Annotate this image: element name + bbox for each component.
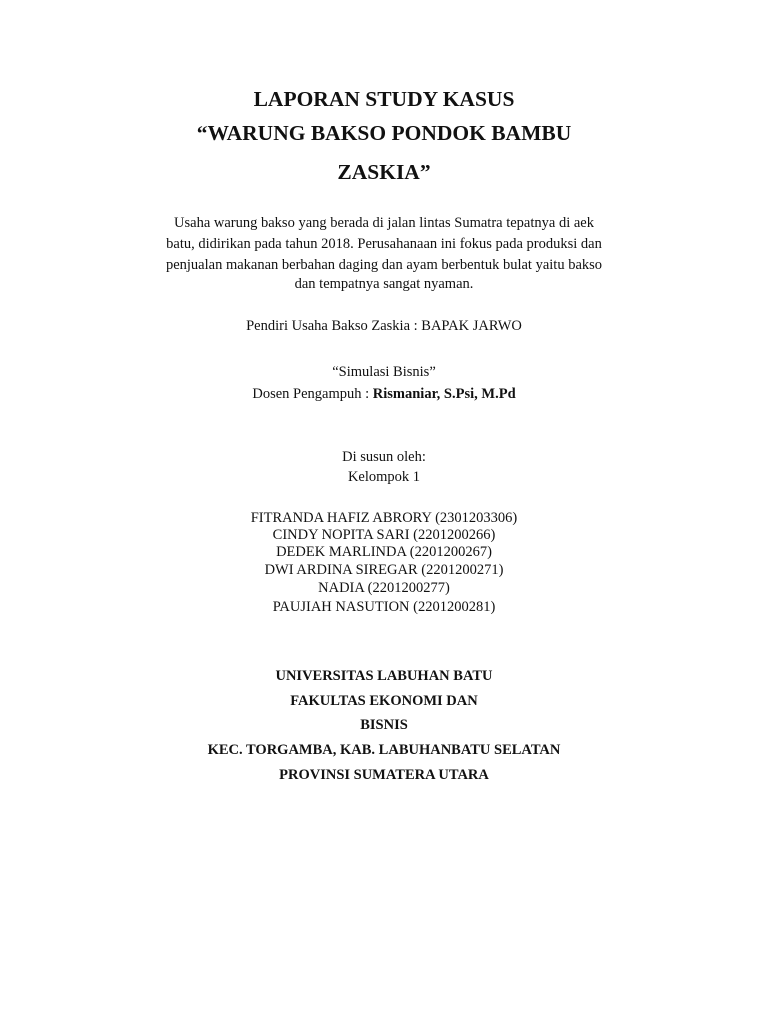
institution-line: FAKULTAS EKONOMI DAN: [290, 693, 478, 709]
institution-line: BISNIS: [360, 717, 408, 733]
title-line-2: “WARUNG BAKSO PONDOK BAMBU: [196, 121, 572, 145]
description-line: Usaha warung bakso yang berada di jalan lintas Sumatra tepatnya di aek: [174, 215, 594, 231]
group-name: Kelompok 1: [347, 469, 421, 485]
title-line-1: LAPORAN STUDY KASUS: [253, 87, 515, 111]
member-item: DEDEK MARLINDA (2201200267): [276, 544, 492, 560]
description-line: batu, didirikan pada tahun 2018. Perusahanaan ini fokus pada produksi dan: [166, 236, 602, 252]
member-item: CINDY NOPITA SARI (2201200266): [272, 527, 496, 543]
lecturer-name: Rismaniar, S.Psi, M.Pd: [372, 386, 516, 402]
founder-line: Pendiri Usaha Bakso Zaskia : BAPAK JARWO: [246, 318, 522, 334]
description-line: dan tempatnya sangat nyaman.: [294, 276, 474, 292]
institution-line: PROVINSI SUMATERA UTARA: [279, 767, 489, 783]
institution-line: UNIVERSITAS LABUHAN BATU: [275, 668, 493, 684]
course-name: “Simulasi Bisnis”: [332, 364, 436, 380]
description-line: penjualan makanan berbahan daging dan ayam berbentuk bulat yaitu bakso: [165, 257, 603, 273]
authored-by: Di susun oleh:: [342, 449, 426, 465]
member-item: PAUJIAH NASUTION (2201200281): [272, 599, 496, 615]
member-item: NADIA (2201200277): [318, 580, 450, 596]
institution-line: KEC. TORGAMBA, KAB. LABUHANBATU SELATAN: [207, 742, 561, 758]
lecturer-label: Dosen Pengampuh :: [252, 386, 373, 402]
lecturer-line: [0, 386, 768, 403]
member-item: FITRANDA HAFIZ ABRORY (2301203306): [250, 510, 518, 526]
member-item: DWI ARDINA SIREGAR (2201200271): [264, 562, 504, 578]
title-line-3: ZASKIA”: [337, 160, 431, 184]
